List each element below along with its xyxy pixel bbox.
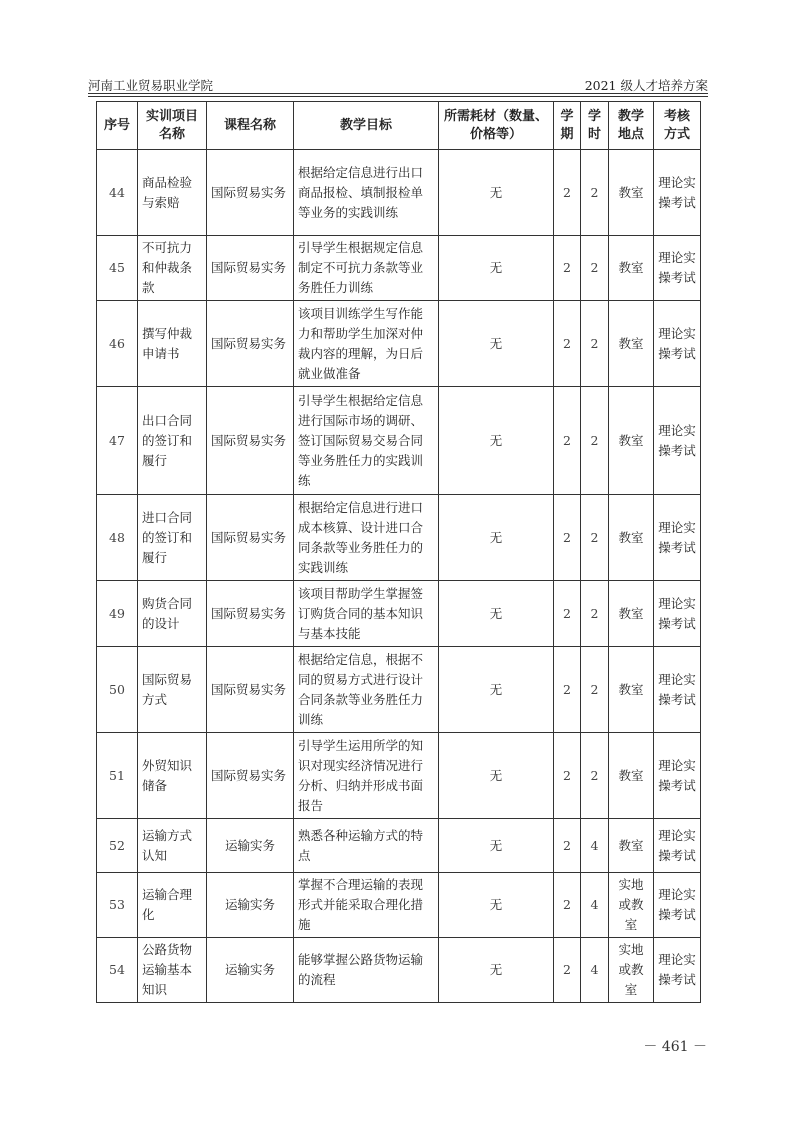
cell-no: 48 (97, 495, 138, 581)
cell-project: 国际贸易方式 (138, 647, 207, 733)
cell-course: 国际贸易实务 (207, 387, 294, 495)
cell-project: 商品检验与索赔 (138, 150, 207, 236)
page-number: － 461 － (643, 1039, 707, 1055)
table-row (97, 647, 701, 733)
cell-hours: 2 (581, 236, 609, 301)
cell-place: 实地或教室 (609, 938, 654, 1003)
cell-place: 教室 (609, 495, 654, 581)
table-row (97, 581, 701, 647)
cell-term: 2 (554, 733, 581, 819)
cell-exam: 理论实操考试 (654, 819, 701, 873)
cell-hours: 4 (581, 819, 609, 873)
col-header-course: 课程名称 (207, 102, 294, 150)
cell-goal: 该项目帮助学生掌握签订购货合同的基本知识与基本技能 (294, 581, 439, 647)
cell-goal: 根据给定信息，根据不同的贸易方式进行设计合同条款等业务胜任力训练 (294, 647, 439, 733)
cell-project: 撰写仲裁申请书 (138, 301, 207, 387)
cell-project: 外贸知识储备 (138, 733, 207, 819)
cell-goal: 掌握不合理运输的表现形式并能采取合理化措施 (294, 873, 439, 938)
cell-hours: 2 (581, 647, 609, 733)
cell-no: 50 (97, 647, 138, 733)
training-table (96, 101, 701, 1003)
table-row (97, 301, 701, 387)
cell-term: 2 (554, 873, 581, 938)
cell-goal: 该项目训练学生写作能力和帮助学生加深对仲裁内容的理解，为日后就业做准备 (294, 301, 439, 387)
col-header-no: 序号 (97, 102, 138, 150)
cell-goal: 引导学生运用所学的知识对现实经济情况进行分析、归纳并形成书面报告 (294, 733, 439, 819)
table-header-row (97, 102, 701, 150)
cell-no: 45 (97, 236, 138, 301)
cell-course: 运输实务 (207, 873, 294, 938)
cell-hours: 2 (581, 150, 609, 236)
cell-term: 2 (554, 236, 581, 301)
cell-no: 53 (97, 873, 138, 938)
cell-project: 公路货物运输基本知识 (138, 938, 207, 1003)
table-row (97, 495, 701, 581)
cell-project: 运输合理化 (138, 873, 207, 938)
cell-course: 国际贸易实务 (207, 236, 294, 301)
col-header-hours: 学时 (581, 102, 609, 150)
cell-term: 2 (554, 938, 581, 1003)
cell-no: 52 (97, 819, 138, 873)
cell-no: 44 (97, 150, 138, 236)
cell-material: 无 (439, 150, 554, 236)
header-plan-title: 2021 级人才培养方案 (584, 78, 708, 93)
cell-place: 教室 (609, 819, 654, 873)
cell-no: 51 (97, 733, 138, 819)
cell-project: 出口合同的签订和履行 (138, 387, 207, 495)
cell-course: 国际贸易实务 (207, 301, 294, 387)
table-row (97, 387, 701, 495)
cell-project: 不可抗力和仲裁条款 (138, 236, 207, 301)
table-row (97, 733, 701, 819)
cell-place: 教室 (609, 647, 654, 733)
table-row (97, 236, 701, 301)
table-row (97, 873, 701, 938)
cell-goal: 引导学生根据给定信息进行国际市场的调研、签订国际贸易交易合同等业务胜任力的实践训练 (294, 387, 439, 495)
cell-material: 无 (439, 819, 554, 873)
cell-no: 54 (97, 938, 138, 1003)
cell-material: 无 (439, 873, 554, 938)
cell-place: 实地或教室 (609, 873, 654, 938)
cell-material: 无 (439, 387, 554, 495)
cell-course: 运输实务 (207, 819, 294, 873)
cell-goal: 引导学生根据规定信息制定不可抗力条款等业务胜任力训练 (294, 236, 439, 301)
col-header-goal: 教学目标 (294, 102, 439, 150)
cell-material: 无 (439, 301, 554, 387)
col-header-material: 所需耗材（数量、价格等） (439, 102, 554, 150)
cell-course: 国际贸易实务 (207, 733, 294, 819)
cell-term: 2 (554, 495, 581, 581)
cell-hours: 4 (581, 873, 609, 938)
header-rule-thick (88, 93, 708, 94)
cell-project: 进口合同的签订和履行 (138, 495, 207, 581)
col-header-project: 实训项目名称 (138, 102, 207, 150)
table-row (97, 819, 701, 873)
cell-exam: 理论实操考试 (654, 495, 701, 581)
cell-place: 教室 (609, 150, 654, 236)
cell-hours: 2 (581, 733, 609, 819)
cell-exam: 理论实操考试 (654, 301, 701, 387)
cell-course: 运输实务 (207, 938, 294, 1003)
cell-place: 教室 (609, 301, 654, 387)
cell-place: 教室 (609, 387, 654, 495)
cell-goal: 根据给定信息进行出口商品报检、填制报检单等业务的实践训练 (294, 150, 439, 236)
cell-exam: 理论实操考试 (654, 938, 701, 1003)
cell-no: 47 (97, 387, 138, 495)
cell-term: 2 (554, 150, 581, 236)
cell-place: 教室 (609, 733, 654, 819)
cell-exam: 理论实操考试 (654, 150, 701, 236)
cell-hours: 2 (581, 581, 609, 647)
cell-exam: 理论实操考试 (654, 733, 701, 819)
cell-material: 无 (439, 236, 554, 301)
cell-hours: 2 (581, 495, 609, 581)
cell-course: 国际贸易实务 (207, 495, 294, 581)
cell-material: 无 (439, 733, 554, 819)
cell-term: 2 (554, 819, 581, 873)
cell-course: 国际贸易实务 (207, 647, 294, 733)
cell-hours: 2 (581, 387, 609, 495)
cell-exam: 理论实操考试 (654, 873, 701, 938)
header-rule-thin (88, 96, 708, 97)
cell-term: 2 (554, 387, 581, 495)
cell-no: 46 (97, 301, 138, 387)
cell-no: 49 (97, 581, 138, 647)
col-header-exam: 考核方式 (654, 102, 701, 150)
cell-course: 国际贸易实务 (207, 581, 294, 647)
cell-term: 2 (554, 581, 581, 647)
cell-exam: 理论实操考试 (654, 581, 701, 647)
cell-goal: 能够掌握公路货物运输的流程 (294, 938, 439, 1003)
cell-goal: 根据给定信息进行进口成本核算、设计进口合同条款等业务胜任力的实践训练 (294, 495, 439, 581)
col-header-term: 学期 (554, 102, 581, 150)
cell-material: 无 (439, 647, 554, 733)
cell-place: 教室 (609, 236, 654, 301)
table-row (97, 938, 701, 1003)
col-header-place: 教学地点 (609, 102, 654, 150)
cell-place: 教室 (609, 581, 654, 647)
header-school-name: 河南工业贸易职业学院 (88, 78, 214, 93)
cell-material: 无 (439, 581, 554, 647)
cell-exam: 理论实操考试 (654, 647, 701, 733)
cell-hours: 2 (581, 301, 609, 387)
cell-term: 2 (554, 647, 581, 733)
cell-hours: 4 (581, 938, 609, 1003)
cell-exam: 理论实操考试 (654, 387, 701, 495)
cell-material: 无 (439, 938, 554, 1003)
cell-goal: 熟悉各种运输方式的特点 (294, 819, 439, 873)
cell-material: 无 (439, 495, 554, 581)
cell-project: 购货合同的设计 (138, 581, 207, 647)
cell-term: 2 (554, 301, 581, 387)
page-header (88, 76, 708, 94)
table-row (97, 150, 701, 236)
cell-project: 运输方式认知 (138, 819, 207, 873)
cell-exam: 理论实操考试 (654, 236, 701, 301)
cell-course: 国际贸易实务 (207, 150, 294, 236)
